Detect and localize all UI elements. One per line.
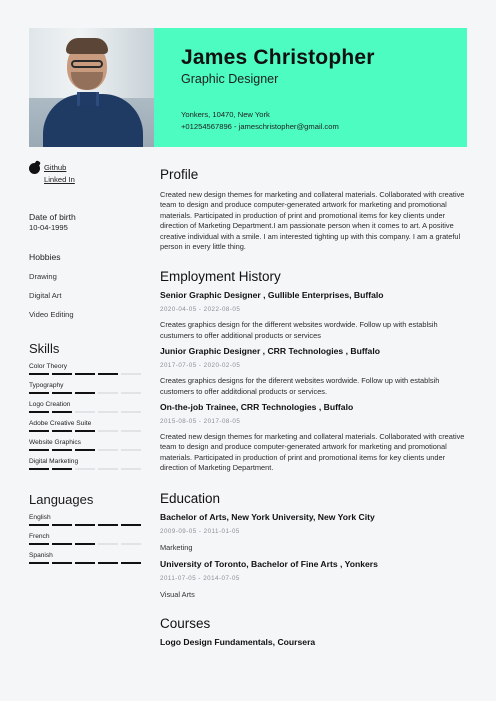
skill-level-bar — [29, 392, 141, 394]
language-item — [29, 514, 141, 526]
main-content — [160, 167, 468, 647]
skill-name: Color Theory — [29, 363, 67, 370]
link-icon — [29, 163, 40, 174]
skill-item — [29, 401, 141, 413]
skill-item — [29, 458, 141, 470]
candidate-name: James Christopher — [181, 46, 375, 69]
github-link[interactable]: Github — [44, 163, 67, 172]
job-dates: 2017-07-05 - 2020-02-05 — [160, 362, 241, 370]
hobbies-heading: Hobbies — [29, 252, 61, 262]
employment-section — [160, 269, 468, 473]
job-role: Senior Graphic Designer , Gullible Enterprises, Buffalo — [160, 290, 384, 301]
header-banner — [154, 28, 467, 147]
job-title: Graphic Designer — [181, 72, 279, 86]
section-title: Employment History — [160, 269, 281, 285]
resume-header — [29, 28, 467, 147]
contact-info: +01254567896 - jameschristopher@gmail.com — [181, 122, 339, 131]
linkedin-link[interactable]: Linked In — [44, 175, 75, 184]
courses-section — [160, 616, 468, 647]
skill-item — [29, 420, 141, 432]
language-item — [29, 552, 141, 564]
profile-text: Created new design themes for marketing and collateral materials. Collaborated with creative team to design and produce computer-generated artwork for marketing and promotional materials. Participated in production of print and promotional items for key clients under direction of Marketing Department.I am passionate person when it comes to art. A positive creative individual with a smile. I am interested tighting up with this company. I am a grateful person in every little thing. — [160, 190, 465, 252]
dob-value: 10-04-1995 — [29, 223, 68, 232]
address: Yonkers, 10470, New York — [181, 110, 270, 119]
education-section — [160, 491, 468, 599]
education-field: Marketing — [160, 542, 193, 552]
education-entry — [160, 512, 468, 552]
job-description: Creates graphics designs for the diferent websites wordwide. Follow up with establsih customers to offer additdional products or services. — [160, 376, 440, 396]
job-dates: 2020-04-05 - 2022-08-05 — [160, 306, 241, 314]
education-dates: 2009-09-05 - 2011-01-05 — [160, 527, 240, 535]
languages-heading: Languages — [29, 492, 94, 507]
skill-level-bar — [29, 411, 141, 413]
language-level-bar — [29, 524, 141, 526]
social-links — [29, 162, 141, 186]
job-dates: 2015-08-05 - 2017-08-05 — [160, 418, 241, 426]
profile-photo — [29, 28, 154, 147]
section-title: Profile — [160, 167, 199, 182]
education-field: Visual Arts — [160, 589, 195, 599]
job-role: On-the-job Trainee, CRR Technologies , Buffalo — [160, 402, 354, 413]
languages-list — [29, 514, 141, 564]
sidebar — [29, 162, 141, 564]
section-title: Education — [160, 490, 221, 506]
date-of-birth — [29, 212, 141, 232]
language-level-bar — [29, 543, 141, 545]
skill-name: Adobe Creative Suite — [29, 420, 92, 427]
skills-list — [29, 363, 141, 470]
skill-level-bar — [29, 430, 141, 432]
skill-level-bar — [29, 449, 141, 451]
skill-name: Website Graphics — [29, 439, 81, 446]
hobby-item: Video Editing — [29, 310, 74, 319]
skill-level-bar — [29, 373, 141, 375]
education-entry — [160, 559, 468, 599]
skill-name: Logo Creation — [29, 401, 71, 408]
course-item: Logo Design Fundamentals, Coursera — [160, 636, 316, 647]
language-name: French — [29, 533, 50, 540]
hobby-item: Drawing — [29, 272, 57, 281]
job-description: Creates graphics design for the different websites wordwide. Follow up with establsih custumers to offer additional products or services — [160, 320, 438, 340]
skill-item — [29, 439, 141, 451]
skills-heading: Skills — [29, 341, 60, 356]
section-title: Courses — [160, 615, 211, 631]
dob-label: Date of birth — [29, 212, 76, 222]
job-entry — [160, 402, 468, 474]
degree: University of Toronto, Bachelor of Fine Arts , Yonkers — [160, 558, 378, 569]
language-level-bar — [29, 562, 141, 564]
education-dates: 2011-07-05 - 2014-07-05 — [160, 574, 240, 582]
skill-level-bar — [29, 468, 141, 470]
skill-item — [29, 382, 141, 394]
skill-item — [29, 363, 141, 375]
job-description: Created new design themes for marketing and collateral materials. Collaborated with creative team to design and produce computer-generated artwork for marketing and promotional materials. Participated in production of print and promotional items for key clients under direction of Marketing Department. — [160, 432, 465, 473]
language-name: English — [29, 514, 51, 521]
job-role: Junior Graphic Designer , CRR Technologies , Buffalo — [160, 346, 380, 357]
skill-name: Typography — [29, 382, 64, 389]
profile-section — [160, 167, 468, 252]
language-item — [29, 533, 141, 545]
language-name: Spanish — [29, 552, 53, 559]
job-entry — [160, 290, 468, 341]
degree: Bachelor of Arts, New York University, New York City — [160, 511, 375, 522]
job-entry — [160, 346, 468, 397]
skill-name: Digital Marketing — [29, 458, 79, 465]
hobby-item: Digital Art — [29, 291, 62, 300]
